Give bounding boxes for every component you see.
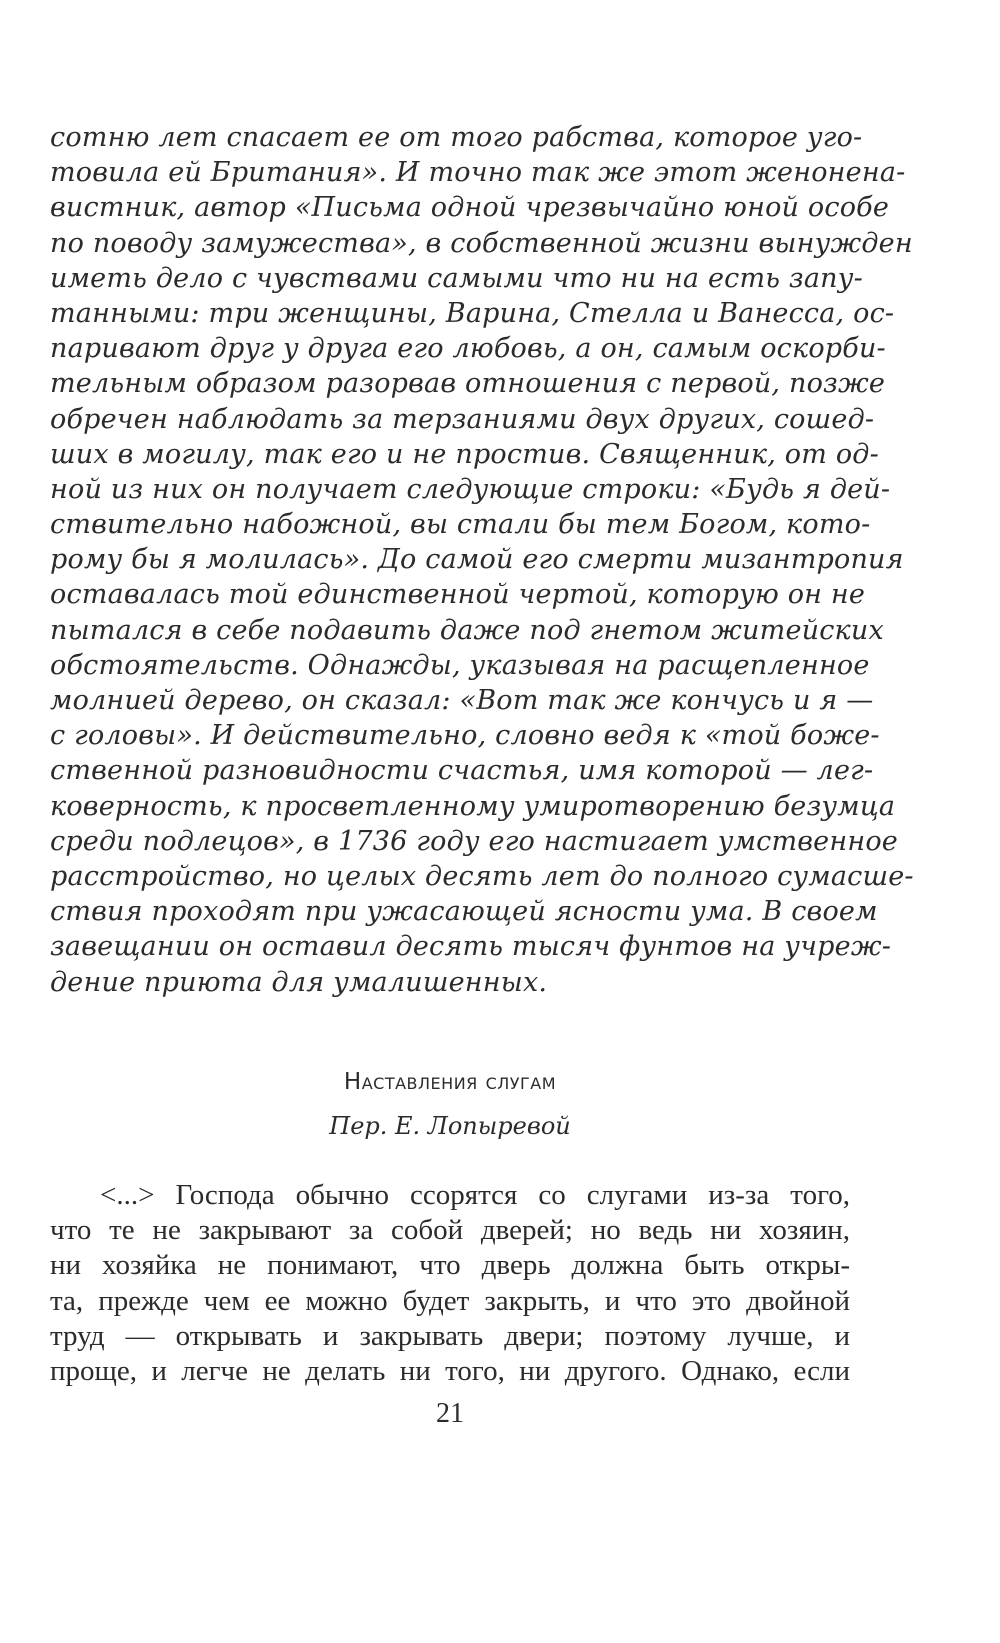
section-line: та, прежде чем ее можно будет закрыть, и что это двойной: [50, 1284, 850, 1317]
essay-line: рому бы я молилась». До самой его смерти мизантропия: [50, 544, 904, 576]
essay-line: с головы». И действительно, словно ведя к «той боже-: [50, 720, 880, 752]
essay-line: оставалась той единственной чертой, которую он не: [50, 579, 866, 611]
section-line: <...> Господа обычно ссорятся со слугами из-за того,: [100, 1179, 850, 1211]
essay-line: дение приюта для умалишенных.: [50, 966, 548, 998]
essay-line: ших в могилу, так его и не простив. Священник, от од-: [50, 438, 879, 470]
essay-line: пытался в себе подавить даже под гнетом житейских: [50, 614, 884, 646]
essay-paragraph: [50, 120, 914, 1000]
section-line: труд — открывать и закрывать двери; поэтому лучше, и: [50, 1319, 850, 1352]
essay-line: ствия проходят при ужасающей ясности ума. В своем: [50, 896, 878, 928]
essay-line: среди подлецов», в 1736 году его настигает умственное: [50, 825, 898, 857]
section-paragraph: [50, 1178, 850, 1389]
essay-line: ственной разновидности счастья, имя которой — лег-: [50, 755, 874, 787]
essay-line: ной из них он получает следующие строки: «Будь я дей-: [50, 473, 891, 505]
book-page: [50, 120, 914, 1429]
essay-line: вистник, автор «Письма одной чрезвычайно юной особе: [50, 192, 890, 224]
essay-line: расстройство, но целых десять лет до полного сумасше-: [50, 860, 914, 892]
essay-line: молнией дерево, он сказал: «Вот так же кончусь и я —: [50, 685, 874, 716]
essay-line: обстоятельств. Однажды, указывая на расщепленное: [50, 649, 870, 681]
essay-line: иметь дело с чувствами самыми что ни на есть запу-: [50, 262, 863, 294]
essay-line: паривают друг у друга его любовь, а он, самым оскорби-: [50, 333, 886, 365]
essay-line: товила ей Британия». И точно так же этот женонена-: [50, 157, 906, 189]
essay-line: тельным образом разорвав отношения с первой, позже: [50, 368, 886, 400]
section-line: что те не закрывают за собой дверей; но ведь ни хозяин,: [50, 1214, 850, 1247]
essay-line: ствительно набожной, вы стали бы тем Богом, кото-: [50, 509, 871, 541]
essay-line: коверность, к просветленному умиротворению безумца: [50, 790, 896, 822]
page-number: 21: [436, 1398, 464, 1429]
section-line: проще, и легче не делать ни того, ни другого. Однако, если: [50, 1354, 850, 1387]
section-title: Наставления слугам: [343, 1069, 557, 1095]
essay-line: сотню лет спасает ее от того рабства, которое уго-: [50, 122, 863, 153]
translator-credit: Пер. Е. Лопыревой: [329, 1112, 571, 1140]
essay-line: обречен наблюдать за терзаниями двух других, сошед-: [50, 403, 875, 435]
section-line: ни хозяйка не понимают, что дверь должна быть откры-: [50, 1249, 850, 1282]
essay-line: по поводу замужества», в собственной жизни вынужден: [50, 227, 913, 259]
essay-line: завещании он оставил десять тысяч фунтов на учреж-: [50, 931, 892, 963]
essay-line: танными: три женщины, Варина, Стелла и Ванесса, ос-: [50, 297, 895, 329]
